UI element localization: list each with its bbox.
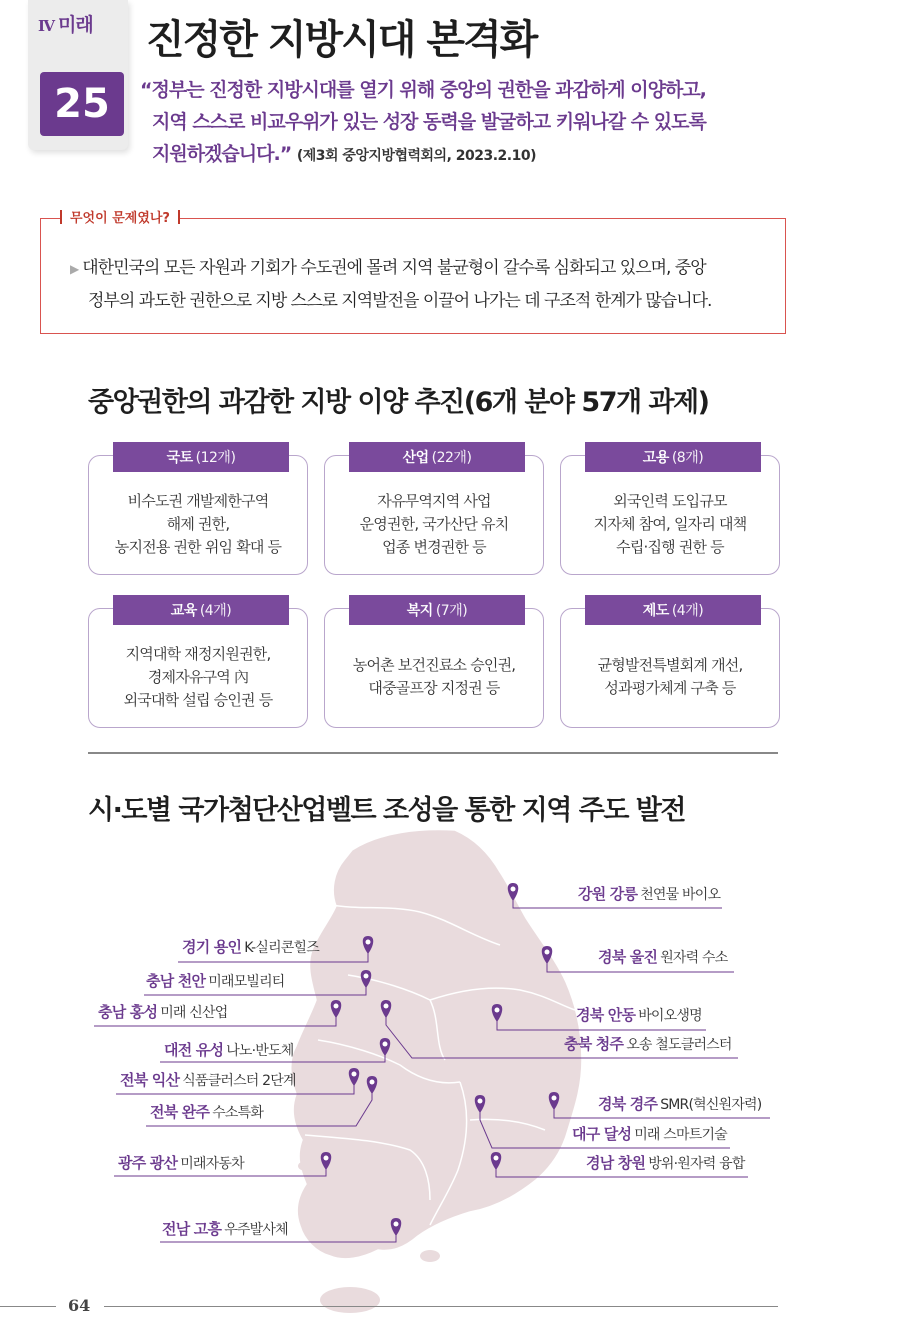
callout-gangneung: 강원 강릉 천연물 바이오 xyxy=(578,885,721,903)
quote-line-3: 지원하겠습니다.” xyxy=(152,143,292,165)
callout-goheung: 전남 고흥 우주발사체 xyxy=(162,1220,288,1238)
callout-hongseong: 충남 홍성 미래 신산업 xyxy=(98,1003,228,1021)
card-system xyxy=(560,603,780,728)
korea-map-shape xyxy=(291,830,582,1259)
quote-line-2: 지역 스스로 비교우위가 있는 성장 동력을 발굴하고 키워나갈 수 있도록 xyxy=(152,111,706,133)
page-title: 진정한 지방시대 본격화 xyxy=(146,17,537,63)
card-head: 국토 (12개) xyxy=(113,442,289,472)
card-head: 산업 (22개) xyxy=(349,442,525,472)
section-title-industry-belt: 시·도별 국가첨단산업벨트 조성을 통한 지역 주도 발전 xyxy=(88,795,685,826)
problem-line-1: 대한민국의 모든 자원과 기회가 수도권에 몰려 지역 불균형이 갈수록 심화되고 있으며, 중앙 xyxy=(82,258,706,278)
quote-line-1: “정부는 진정한 지방시대를 열기 위해 중앙의 권한을 과감하게 이양하고, xyxy=(140,79,706,101)
callout-cheongju: 충북 청주 오송 철도클러스터 xyxy=(564,1035,732,1053)
callout-yuseong: 대전 유성 나노·반도체 xyxy=(164,1041,294,1059)
island xyxy=(420,1250,440,1262)
callout-gwangsan: 광주 광산 미래자동차 xyxy=(118,1154,244,1172)
footer-line-right xyxy=(104,1306,778,1307)
callout-yongin: 경기 용인 K-실리콘힐즈 xyxy=(182,938,319,956)
section-divider xyxy=(88,752,778,754)
card-body: 비수도권 개발제한구역 해제 권한, 농지전용 권한 위임 확대 등 xyxy=(114,491,282,556)
callout-changwon: 경남 창원 방위·원자력 융합 xyxy=(586,1154,745,1172)
card-head: 복지 (7개) xyxy=(349,595,525,625)
card-body: 자유무역지역 사업 운영권한, 국가산단 유치 업종 변경권한 등 xyxy=(359,491,509,556)
card-head: 제도 (4개) xyxy=(585,595,761,625)
callout-uljin: 경북 울진 원자력 수소 xyxy=(598,948,728,966)
problem-line-2: 정부의 과도한 권한으로 지방 스스로 지역발전을 이끌어 나가는 데 구조적 한계가 많습니다. xyxy=(88,291,712,311)
callout-andong: 경북 안동 바이오생명 xyxy=(576,1006,702,1024)
callout-wanju: 전북 완주 수소특화 xyxy=(150,1103,264,1121)
page-number: 64 xyxy=(68,1296,91,1315)
card-body: 외국인력 도입규모 지자체 참여, 일자리 대책 수립·집행 권한 등 xyxy=(593,491,747,556)
chapter-number: 25 xyxy=(40,72,124,136)
card-body: 농어촌 보건진료소 승인권, 대중골프장 지정권 등 xyxy=(352,656,516,697)
card-industry xyxy=(324,450,544,575)
card-education xyxy=(88,603,308,728)
callout-dalseong: 대구 달성 미래 스마트기술 xyxy=(572,1125,727,1143)
callout-cheonan: 충남 천안 미래모빌리티 xyxy=(146,972,285,990)
card-employment xyxy=(560,450,780,575)
problem-title: 무엇이 문제였나? xyxy=(60,207,180,226)
card-welfare xyxy=(324,603,544,728)
card-body: 균형발전특별회계 개선, 성과평가체계 구축 등 xyxy=(597,656,743,697)
problem-text xyxy=(70,252,774,317)
bullet-triangle-icon: ▶ xyxy=(70,262,79,276)
chapter-label: Ⅳ 미래 xyxy=(38,14,93,36)
callout-iksan: 전북 익산 식품클러스터 2단계 xyxy=(120,1071,296,1089)
card-land xyxy=(88,450,308,575)
island xyxy=(298,1161,314,1171)
callout-gyeongju: 경북 경주 SMR(혁신원자력) xyxy=(598,1095,762,1113)
quote-source: (제3회 중앙지방협력회의, 2023.2.10) xyxy=(296,148,536,164)
footer-line-left xyxy=(0,1306,56,1307)
card-head: 교육 (4개) xyxy=(113,595,289,625)
card-head: 고용 (8개) xyxy=(585,442,761,472)
card-body: 지역대학 재정지원권한, 경제자유구역 內 외국대학 설립 승인권 등 xyxy=(123,644,273,709)
section-title-decentralization: 중앙권한의 과감한 지방 이양 추진(6개 분야 57개 과제) xyxy=(88,387,709,418)
quote xyxy=(140,74,820,172)
jeju-island xyxy=(320,1287,380,1313)
